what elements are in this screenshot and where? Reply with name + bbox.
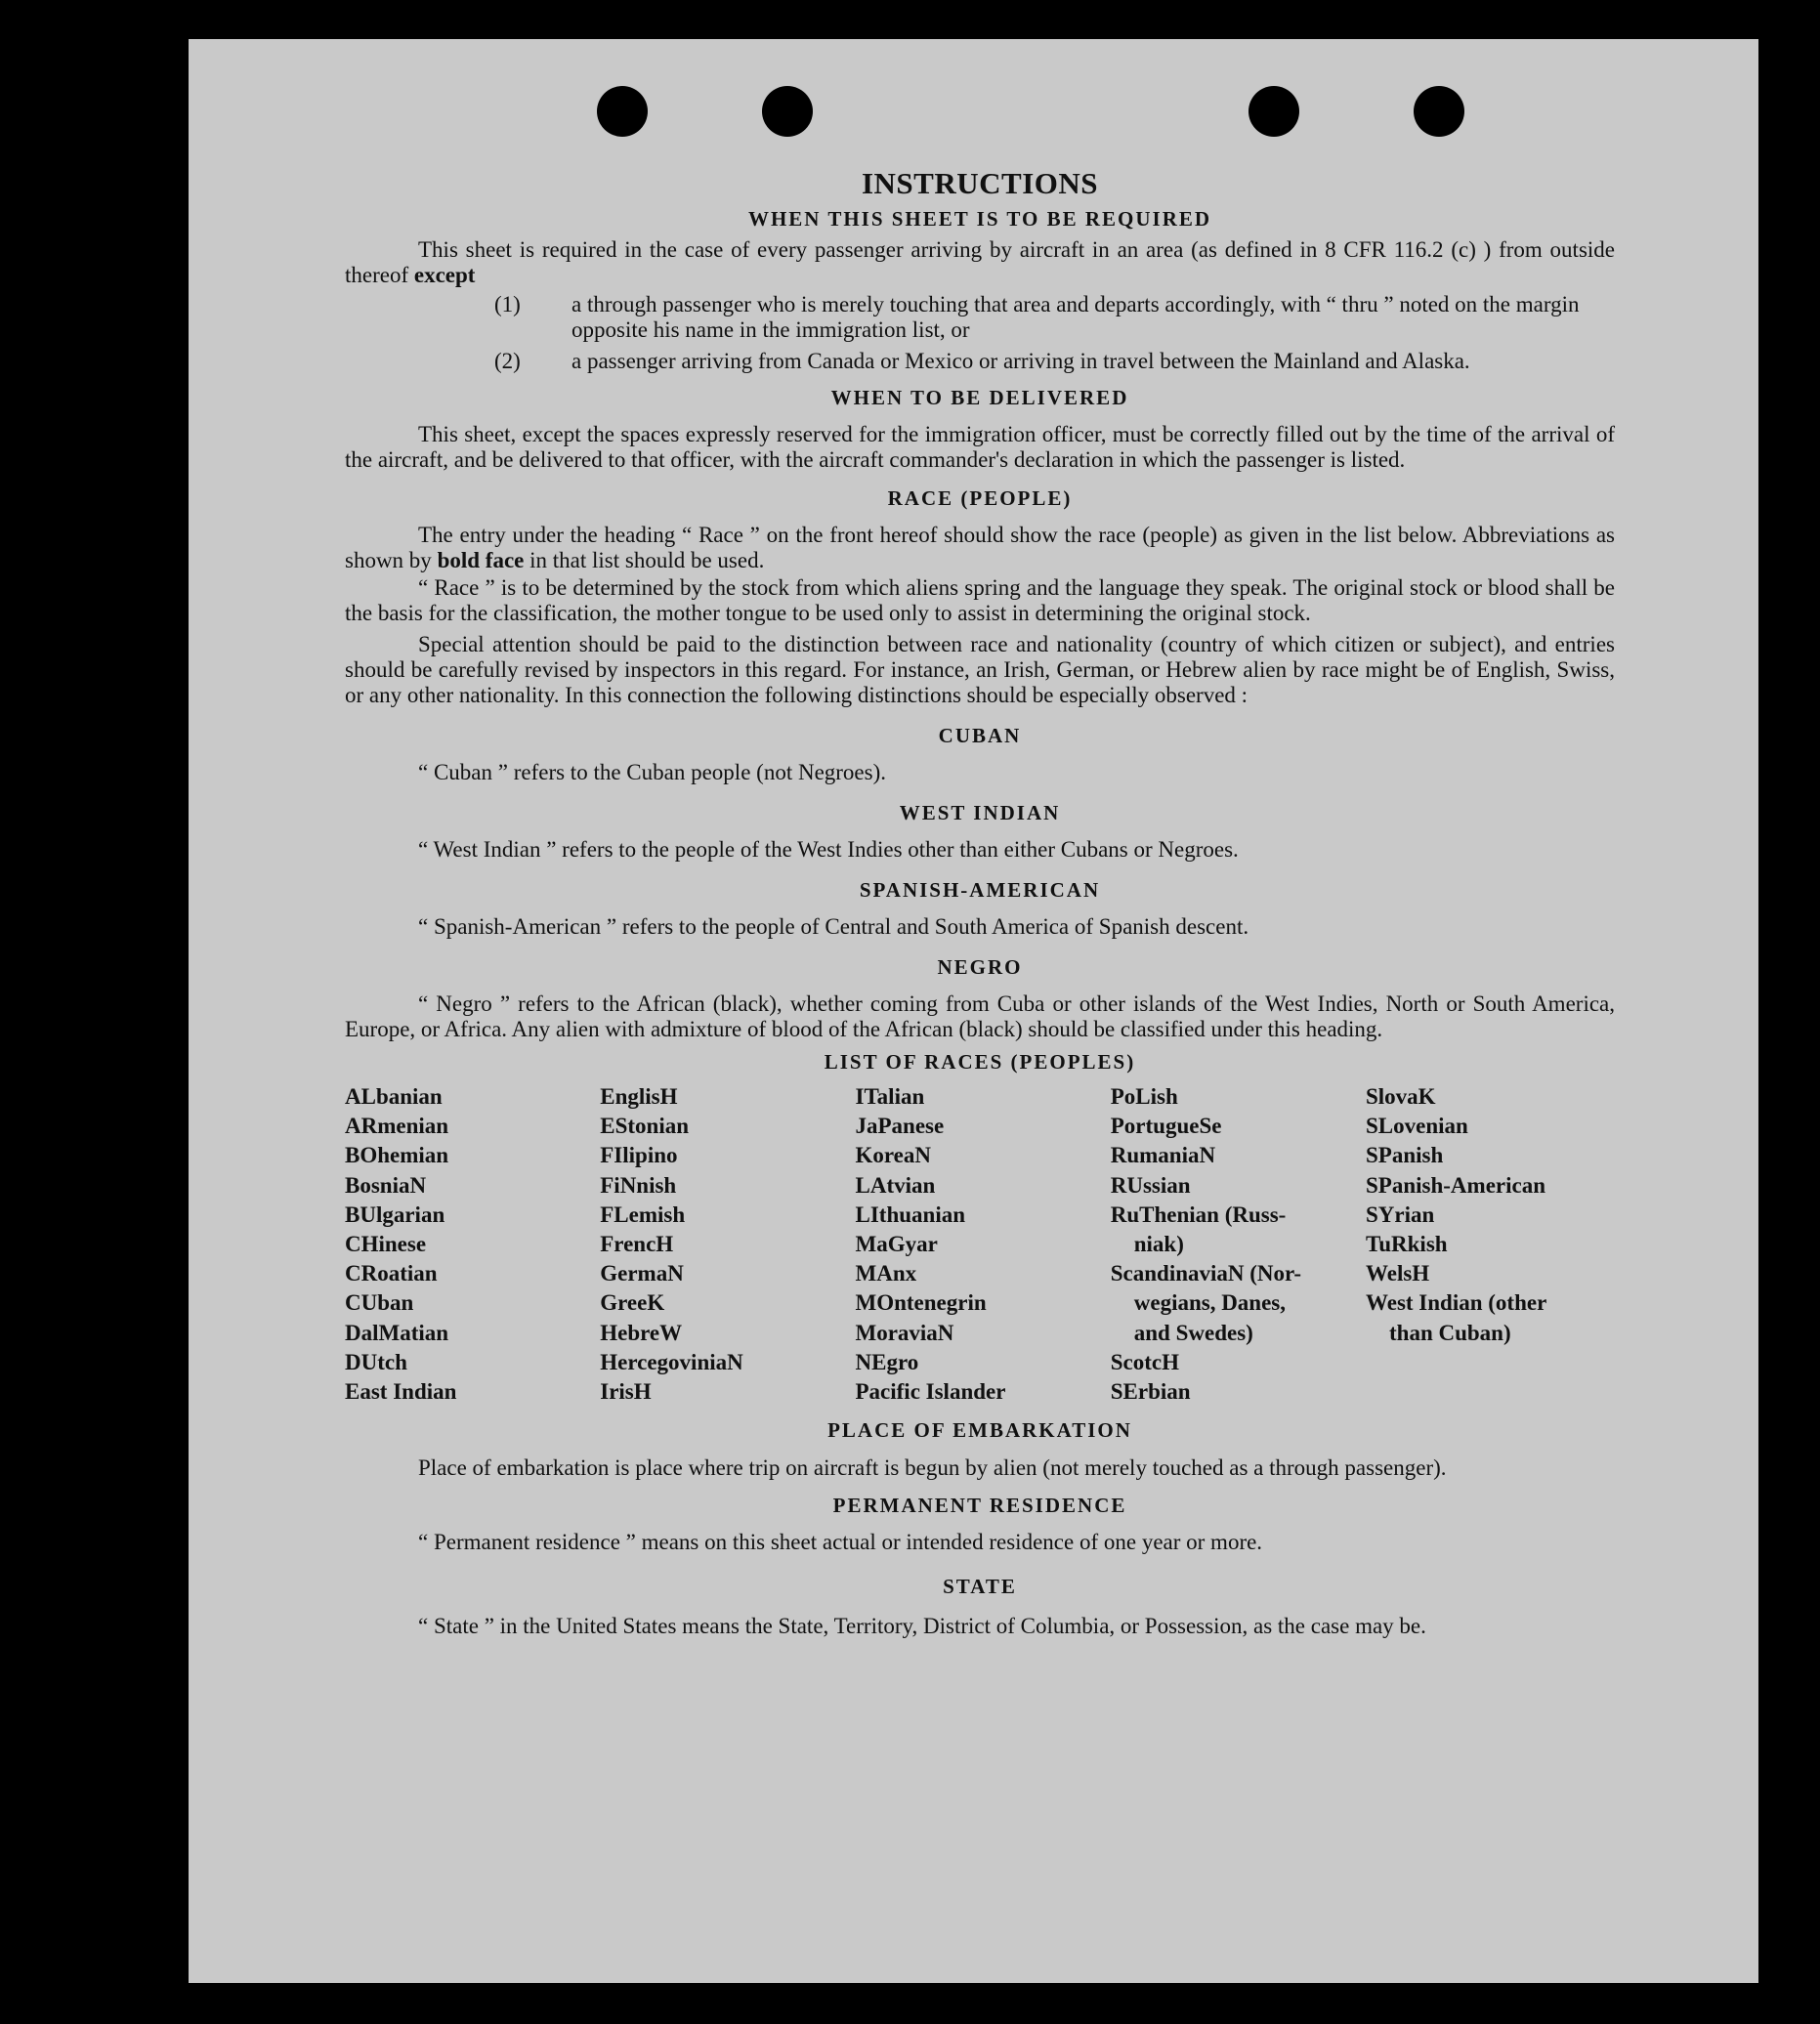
race-item: HebreW bbox=[600, 1320, 683, 1345]
section-heading: RACE (PEOPLE) bbox=[887, 486, 1073, 510]
race-item: DalMatian bbox=[345, 1320, 449, 1345]
paragraph: “ Spanish-American ” refers to the people of Central and South America of Spanish descent. bbox=[418, 914, 1249, 939]
race-list bbox=[345, 1082, 1615, 1407]
race-item: RumaniaN bbox=[1110, 1143, 1216, 1168]
race-item: SErbian bbox=[1110, 1379, 1191, 1405]
race-column bbox=[1111, 1082, 1360, 1407]
race-item: EnglisH bbox=[600, 1084, 678, 1109]
section-heading: PERMANENT RESIDENCE bbox=[832, 1494, 1127, 1518]
race-item: East Indian bbox=[345, 1379, 457, 1405]
punch-hole bbox=[1414, 86, 1464, 137]
paragraph: “ Permanent residence ” means on this sheet actual or intended residence of one year or more. bbox=[418, 1530, 1263, 1555]
race-item: MOntenegrin bbox=[855, 1290, 987, 1316]
section-heading: WEST INDIAN bbox=[899, 801, 1061, 824]
section-heading: LIST OF RACES (PEOPLES) bbox=[824, 1050, 1136, 1074]
race-item: ALbanian bbox=[345, 1084, 443, 1109]
race-item: BosniaN bbox=[345, 1172, 427, 1198]
race-item: WelsH bbox=[1366, 1261, 1430, 1286]
race-item: wegians, Danes, bbox=[1133, 1290, 1287, 1316]
race-item: NEgro bbox=[855, 1349, 919, 1374]
race-item: JaPanese bbox=[855, 1114, 945, 1139]
document-sheet bbox=[189, 39, 1758, 1983]
race-item: LAtvian bbox=[855, 1172, 936, 1198]
section-heading: STATE bbox=[943, 1575, 1017, 1599]
race-item: SLovenian bbox=[1366, 1114, 1468, 1139]
race-item: Pacific Islander bbox=[855, 1379, 1006, 1405]
race-item: SPanish bbox=[1366, 1143, 1444, 1168]
race-item: CUban bbox=[345, 1290, 414, 1316]
section-heading: NEGRO bbox=[937, 955, 1023, 979]
race-item: HercegoviniaN bbox=[600, 1349, 743, 1374]
race-item: PoLish bbox=[1110, 1084, 1178, 1109]
paragraph: This sheet is required in the case of every passenger arriving by aircraft in an area (as defined in 8 CFR 116.2 (c) ) from outside thereof except bbox=[345, 237, 1615, 287]
race-column bbox=[856, 1082, 1105, 1407]
punch-hole bbox=[597, 86, 648, 137]
race-item: ScotcH bbox=[1110, 1349, 1180, 1374]
race-column bbox=[1366, 1082, 1615, 1407]
section-heading: WHEN THIS SHEET IS TO BE REQUIRED bbox=[747, 207, 1212, 231]
race-item: FiNnish bbox=[600, 1172, 677, 1198]
paragraph: “ West Indian ” refers to the people of the West Indies other than either Cubans or Negroes. bbox=[418, 837, 1239, 862]
race-item: ITalian bbox=[855, 1084, 925, 1109]
race-column bbox=[600, 1082, 849, 1407]
section-heading: WHEN TO BE DELIVERED bbox=[830, 386, 1129, 409]
race-item: RuThenian (Russ- bbox=[1110, 1202, 1287, 1227]
race-item: niak) bbox=[1133, 1232, 1184, 1257]
race-item: West Indian (other bbox=[1366, 1290, 1547, 1316]
race-item: SlovaK bbox=[1366, 1084, 1436, 1109]
race-item: GreeK bbox=[600, 1290, 665, 1316]
paragraph: “ Race ” is to be determined by the stock from which aliens spring and the language they speak. The original stock or blood shall be the basis for the classification, the mother tongue to be used only to assist in determining the original stock. bbox=[345, 575, 1615, 625]
race-item: MAnx bbox=[855, 1261, 917, 1286]
race-item: EStonian bbox=[600, 1114, 690, 1139]
race-item: FrencH bbox=[600, 1232, 674, 1257]
race-item: FLemish bbox=[600, 1202, 686, 1227]
race-item: ScandinaviaN (Nor- bbox=[1110, 1261, 1302, 1286]
race-item: LIthuanian bbox=[855, 1202, 966, 1227]
page-title: INSTRUCTIONS bbox=[861, 166, 1098, 200]
race-item: ARmenian bbox=[345, 1114, 449, 1139]
punch-hole bbox=[762, 86, 813, 137]
race-item: than Cuban) bbox=[1389, 1320, 1511, 1345]
race-item: IrisH bbox=[600, 1379, 652, 1405]
list-item: (2) a passenger arriving from Canada or Mexico or arriving in travel between the Mainland and Alaska. bbox=[494, 349, 1470, 373]
race-item: TuRkish bbox=[1366, 1232, 1448, 1257]
race-item: BOhemian bbox=[345, 1143, 449, 1168]
race-item: CHinese bbox=[345, 1232, 427, 1257]
race-item: BUlgarian bbox=[345, 1202, 445, 1227]
paragraph: Place of embarkation is place where trip on aircraft is begun by alien (not merely touched as a through passenger). bbox=[418, 1455, 1447, 1481]
race-item: GermaN bbox=[600, 1261, 684, 1286]
section-heading: SPANISH-AMERICAN bbox=[859, 878, 1101, 902]
race-item: KoreaN bbox=[855, 1143, 932, 1168]
race-item: MoraviaN bbox=[855, 1320, 954, 1345]
race-item: DUtch bbox=[345, 1349, 407, 1374]
race-item: SPanish-American bbox=[1366, 1172, 1545, 1198]
section-heading: CUBAN bbox=[938, 724, 1022, 747]
list-item: (1) a through passenger who is merely touching that area and departs accordingly, with “ thru ” noted on the margin opposite his name in the immigration list, or bbox=[494, 292, 1580, 342]
paragraph: “ State ” in the United States means the State, Territory, District of Columbia, or Possession, as the case may be. bbox=[418, 1614, 1426, 1639]
paragraph: Special attention should be paid to the distinction between race and nationality (country of which citizen or subject), and entries should be carefully revised by inspectors in this regard. For instance, an Irish, German, or Hebrew alien by race might be of English, Swiss, or any other nationality. In this connection the following distinctions should be especially observed : bbox=[345, 632, 1615, 707]
race-item: MaGyar bbox=[855, 1232, 938, 1257]
race-column bbox=[345, 1082, 594, 1407]
section-heading: PLACE OF EMBARKATION bbox=[827, 1418, 1132, 1443]
paragraph: “ Cuban ” refers to the Cuban people (not Negroes). bbox=[418, 760, 887, 784]
paragraph: The entry under the heading “ Race ” on the front hereof should show the race (people) as given in the list below. Abbreviations as shown by bold face in that list should be used. bbox=[345, 523, 1615, 572]
race-item: PortugueSe bbox=[1110, 1114, 1222, 1139]
race-item: CRoatian bbox=[345, 1261, 438, 1286]
punch-hole bbox=[1249, 86, 1299, 137]
race-item: SYrian bbox=[1366, 1202, 1435, 1227]
paragraph: This sheet, except the spaces expressly reserved for the immigration officer, must be correctly filled out by the time of the arrival of the aircraft, and be delivered to that officer, with the aircraft commander's declaration in which the passenger is listed. bbox=[345, 422, 1615, 472]
instructions-content bbox=[345, 166, 1615, 1642]
race-item: and Swedes) bbox=[1133, 1320, 1253, 1345]
race-item: FIlipino bbox=[600, 1143, 678, 1168]
paragraph: “ Negro ” refers to the African (black), whether coming from Cuba or other islands of the West Indies, North or South America, Europe, or Africa. Any alien with admixture of blood of the African (black) should be classified under this heading. bbox=[345, 991, 1615, 1041]
race-item: RUssian bbox=[1110, 1172, 1191, 1198]
